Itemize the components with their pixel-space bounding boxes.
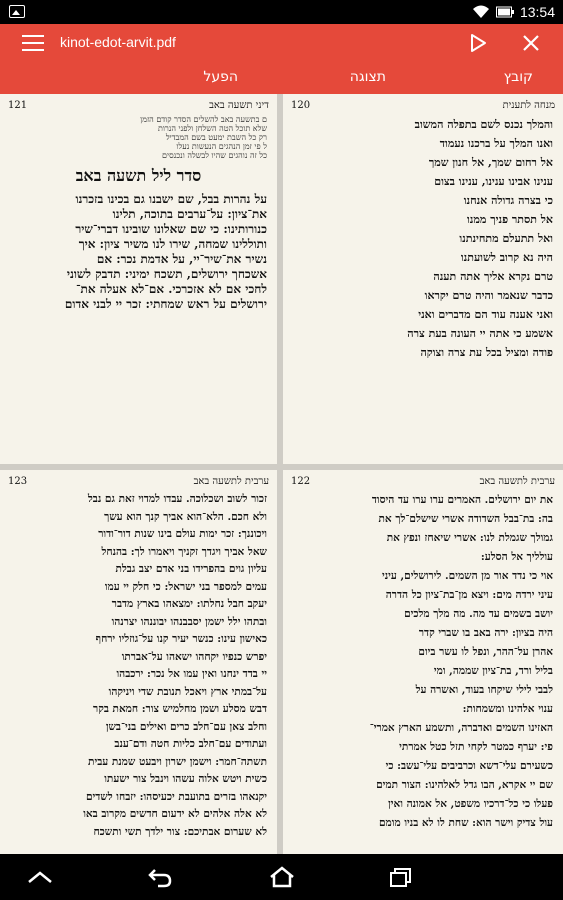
page-heading: מנחה לתענית — [502, 100, 555, 111]
page-121 — [0, 94, 277, 464]
page-heading: ערבית לתשעה באב — [193, 476, 269, 487]
page-body-text: זכור לשוב ושכלוכה. עבדו למדוי זאת גם נבל ולא חכם. הלא־הוא אביך קנך הוא עשך ויכוננך: זכר ימות עולם בינו שנות דור־ודור שאל אביך ויגדך זקניך ויאמרו לך: בהנחל עליון גוים בהפרידו בני אדם יצב גבלת עמים למספר בני ישראל: כי חלק יי עמו יעקב חבל נחלתו: ימצאהו בארץ מדבר ובתהו ילל ישמן יסבבנהו יבוננהו יצרנהו כאישון עינו: כנשר יעיר קנו על־גוזליו ירחף יפרש כנפיו יקחהו ישאהו על־אברתו יי בדד ינחנו ואין עמו אל נכר: ירכבהו על־במתי ארץ ויאכל תנובת שדי ויניקהו דבש מסלע ושמן מחלמיש צור: חמאת בקר וחלב צאן עם־חלב כרים ואילים בני־בשן ועתודים עם־חלב כליות חטה ודם־ענב תשתה־חמר: וישמן ישרון ויבעט שמנת עבית כשית ויטש אלוה עשהו וינבל צור ישעתו יקנאהו בזרים בתועבת יכעיסהו: יזבחו לשדים לא אלה אלהים לא ידעום חדשים מקרוב באו לא שערום אבתיכם: צור ילדך תשי ותשכח — [83, 493, 267, 838]
toolbar-tabs — [0, 64, 563, 94]
tab-activate[interactable]: הפעל — [203, 69, 238, 85]
play-icon[interactable] — [468, 33, 488, 53]
wifi-icon — [472, 5, 490, 19]
home-icon[interactable] — [268, 866, 296, 888]
menu-icon[interactable] — [22, 35, 44, 51]
pdf-viewer[interactable] — [0, 94, 563, 854]
page-separator — [0, 464, 563, 470]
battery-icon — [496, 6, 514, 18]
page-number: 123 — [8, 476, 28, 487]
page-header — [0, 94, 277, 115]
close-icon[interactable] — [521, 33, 541, 53]
page-body-text: על נהרות בבל, שם ישבנו גם בכינו בזכרנו את־ציון: על־ערבים בתוכה, תלינו כנורותינו: כי שם שאלונו שובינו דברי־שיר ותוללינו שמחה, שירו לנו משיר ציון: איך נשיר את־שיר־יי, על אדמת נכר: אם אשכחך ירושלים, תשכח ימיני: תדבק לשוני לחכי אם לא אזכרכי. אם־לא אעלה את־ ירושלים על ראש שמחתי: זכר יי לבני אדום — [64, 192, 267, 311]
page-header — [0, 470, 277, 491]
page-number: 121 — [8, 100, 28, 111]
page-number: 122 — [291, 476, 311, 487]
page-120 — [283, 94, 563, 464]
tab-file[interactable]: קובץ — [503, 69, 533, 85]
tab-view[interactable]: תצוגה — [349, 69, 386, 85]
page-123 — [0, 470, 277, 854]
page-number: 120 — [291, 100, 311, 111]
page-header — [283, 94, 563, 115]
page-small-text: ם בתשעה באב להשלים הסדר קודם הזמן שלא תוכל הטה השלחן ולפני הנרות רק כל השבת ימעט בשם המבדיל ל פי זמן הנהגים הנעשות נעלו כל זה נוהגים שהיו לבשלה ונכנסים — [140, 115, 267, 160]
navigation-bar — [0, 854, 563, 900]
page-body-text: והמלך נכנס לשם בתפלה המשוב ואנו המלך על ברכנו נעמוד אל רחום שמך, אל חנון שמך ענינו אבינו ענינו, ענינו בצום כי בצרה גדולה אנחנו אל תסתר פניך ממנו ואל תתעלם מתחינתנו היה נא קרוב לשועתנו טרם נקרא אליך אתה תענה כדבר שנאמר והיה טרם יקראו ואני אענה עוד הם מדברים ואני אשמע כי אתה יי העונה בעת צרה פודה ומציל בכל עת צרה וצוקה — [407, 118, 553, 359]
section-title: סדר ליל תשעה באב — [75, 166, 202, 185]
page-122 — [283, 470, 563, 854]
page-heading: ערבית לתשעה באב — [479, 476, 555, 487]
chevron-up-icon[interactable] — [26, 866, 54, 888]
app-bar — [0, 24, 563, 64]
gallery-notification-icon — [9, 5, 25, 18]
status-time: 13:54 — [519, 4, 555, 20]
page-header — [283, 470, 563, 491]
status-bar — [0, 0, 563, 24]
back-icon[interactable] — [146, 866, 174, 888]
page-heading: דיני תשעה באב — [209, 100, 269, 111]
recent-apps-icon[interactable] — [388, 866, 416, 888]
document-title: kinot-edot-arvit.pdf — [60, 34, 176, 50]
page-gutter — [277, 94, 283, 854]
page-body-text: את יום ירושלים. האמרים ערו ערו עד היסוד בה: בת־בבל השדודה אשרי שישלם־לך את גמולך שגמלת לנו: אשרי שיאחז ונפץ את עולליך אל הסלע: אוי כי נדד אור מן השמים. לירושלים, עיני עיני ירדה מים: ויצא מן־בת־ציון כל הדרה יושב בשמים עד מה. מה מלך מלכים היה בציון: ירה באב בו שברי קדר אהרן על־ההר, ונפל לו עשר ביום בליל ורד, בת־ציון שממה, ומי לבבי לילי שיקחו בעוד, ואשרה על ענוי אלהינו ומשמחות: האזינו השמים ואדברה, ותשמע הארץ אמרי־ פי: יערף כמטר לקחי תזל כטל אמרתי כשעירם עלי־דשא וכרביבים עלי־עשב: כי שם יי אקרא, הבו גדל לאלהינו: הצור תמים פעלו כי כל־דרכיו משפט, אל אמונה ואין עול צדיק וישר הוא: שחת לו לא בניו מומם — [369, 494, 553, 829]
